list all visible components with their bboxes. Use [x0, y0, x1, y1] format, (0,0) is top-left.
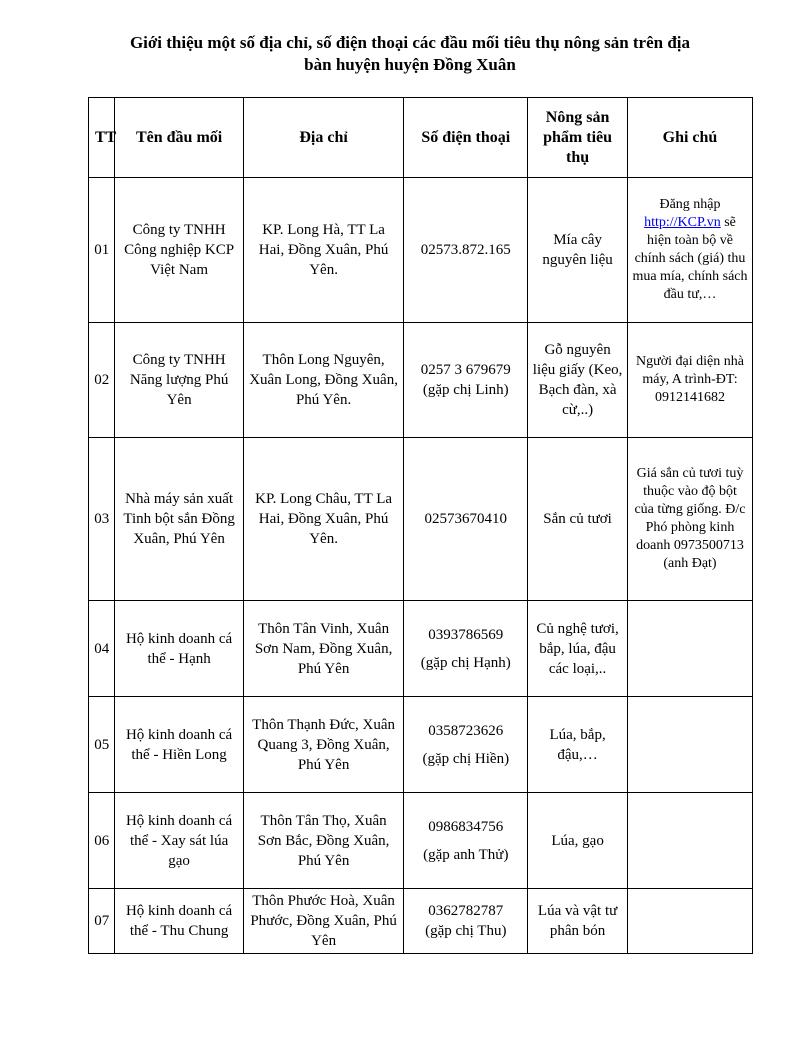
row-note [627, 697, 752, 793]
row-tt: 04 [89, 601, 115, 697]
kcp-link[interactable]: http://KCP.vn [644, 215, 721, 230]
row-phone-contact: (gặp chị Hiền) [422, 750, 510, 767]
row-note-pre: Đăng nhập [659, 197, 721, 212]
row-address: KP. Long Hà, TT La Hai, Đồng Xuân, Phú Yên. [243, 178, 404, 323]
row-name: Nhà máy sản xuất Tinh bột sắn Đồng Xuân, Phú Yên [115, 438, 243, 601]
header-row [89, 98, 753, 178]
row-name: Hộ kinh doanh cá thể - Hạnh [115, 601, 243, 697]
row-phone [404, 178, 528, 323]
row-name: Công ty TNHH Năng lượng Phú Yên [115, 323, 243, 438]
row-name: Công ty TNHH Công nghiệp KCP Việt Nam [115, 178, 243, 323]
row-note-post: sẽ hiện toàn bộ về chính sách (giá) thu mua mía, chính sách đầu tư,… [632, 215, 748, 302]
row-product: Sắn củ tươi [528, 438, 628, 601]
row-phone-number: 0986834756 [428, 818, 504, 835]
row-name: Hộ kinh doanh cá thể - Xay sát lúa gạo [115, 793, 243, 889]
table-row [89, 438, 753, 601]
row-product: Mía cây nguyên liệu [528, 178, 628, 323]
row-phone-number: 02573.872.165 [420, 242, 511, 258]
title-line-2: bàn huyện huyện Đồng Xuân [304, 55, 516, 74]
row-product: Lúa và vật tư phân bón [528, 889, 628, 954]
row-address: KP. Long Châu, TT La Hai, Đồng Xuân, Phú Yên. [243, 438, 404, 601]
header-tt: TT [89, 98, 115, 178]
row-phone [404, 793, 528, 889]
header-phone: Số điện thoại [404, 98, 528, 178]
row-note [627, 889, 752, 954]
row-phone-contact: (gặp chị Hạnh) [420, 654, 511, 671]
row-phone-number: 0362782787 [428, 903, 504, 919]
row-phone [404, 697, 528, 793]
row-phone-number: 0358723626 [428, 722, 504, 739]
row-address: Thôn Thạnh Đức, Xuân Quang 3, Đồng Xuân, Phú Yên [243, 697, 404, 793]
row-note [627, 793, 752, 889]
row-product: Củ nghệ tươi, bắp, lúa, đậu các loại,.. [528, 601, 628, 697]
row-phone-contact: (gặp chị Thu) [425, 923, 507, 939]
header-product: Nông sản phẩm tiêu thụ [528, 98, 628, 178]
row-tt: 06 [89, 793, 115, 889]
table-row [89, 323, 753, 438]
row-note: Giá sắn củ tươi tuỳ thuộc vào độ bột của từng giống. Đ/c Phó phòng kinh doanh 0973500713 (anh Đạt) [627, 438, 752, 601]
table-row [89, 601, 753, 697]
row-product: Lúa, gạo [528, 793, 628, 889]
row-product: Gỗ nguyên liệu giấy (Keo, Bạch đàn, xà cừ,..) [528, 323, 628, 438]
row-note [627, 178, 752, 323]
row-tt: 02 [89, 323, 115, 438]
row-tt: 03 [89, 438, 115, 601]
header-address: Địa chỉ [243, 98, 404, 178]
row-phone [404, 889, 528, 954]
row-address: Thôn Tân Vinh, Xuân Sơn Nam, Đồng Xuân, Phú Yên [243, 601, 404, 697]
row-address: Thôn Long Nguyên, Xuân Long, Đồng Xuân, Phú Yên. [243, 323, 404, 438]
document-title [60, 32, 760, 76]
table-row [89, 793, 753, 889]
row-tt: 05 [89, 697, 115, 793]
row-note: Người đại diện nhà máy, A trình-ĐT: 0912141682 [627, 323, 752, 438]
row-phone-number: 02573670410 [424, 511, 508, 527]
row-phone-number: 0393786569 [428, 626, 504, 643]
row-name: Hộ kinh doanh cá thể - Thu Chung [115, 889, 243, 954]
row-name: Hộ kinh doanh cá thể - Hiền Long [115, 697, 243, 793]
row-phone [404, 323, 528, 438]
table-row [89, 889, 753, 954]
row-phone-number: 0257 3 679679 [420, 362, 511, 378]
table-row [89, 178, 753, 323]
row-address: Thôn Tân Thọ, Xuân Sơn Bắc, Đồng Xuân, Phú Yên [243, 793, 404, 889]
row-phone-contact: (gặp anh Thử) [423, 846, 509, 863]
row-tt: 01 [89, 178, 115, 323]
header-name: Tên đầu mối [115, 98, 243, 178]
contacts-table [88, 97, 753, 954]
row-note [627, 601, 752, 697]
row-phone [404, 438, 528, 601]
row-phone-contact: (gặp chị Linh) [422, 382, 509, 398]
table-row [89, 697, 753, 793]
row-address: Thôn Phước Hoà, Xuân Phước, Đồng Xuân, Phú Yên [243, 889, 404, 954]
row-tt: 07 [89, 889, 115, 954]
row-phone [404, 601, 528, 697]
title-line-1: Giới thiệu một số địa chỉ, số điện thoại các đầu mối tiêu thụ nông sản trên địa [129, 33, 691, 52]
row-product: Lúa, bắp, đậu,… [528, 697, 628, 793]
header-note: Ghi chú [627, 98, 752, 178]
